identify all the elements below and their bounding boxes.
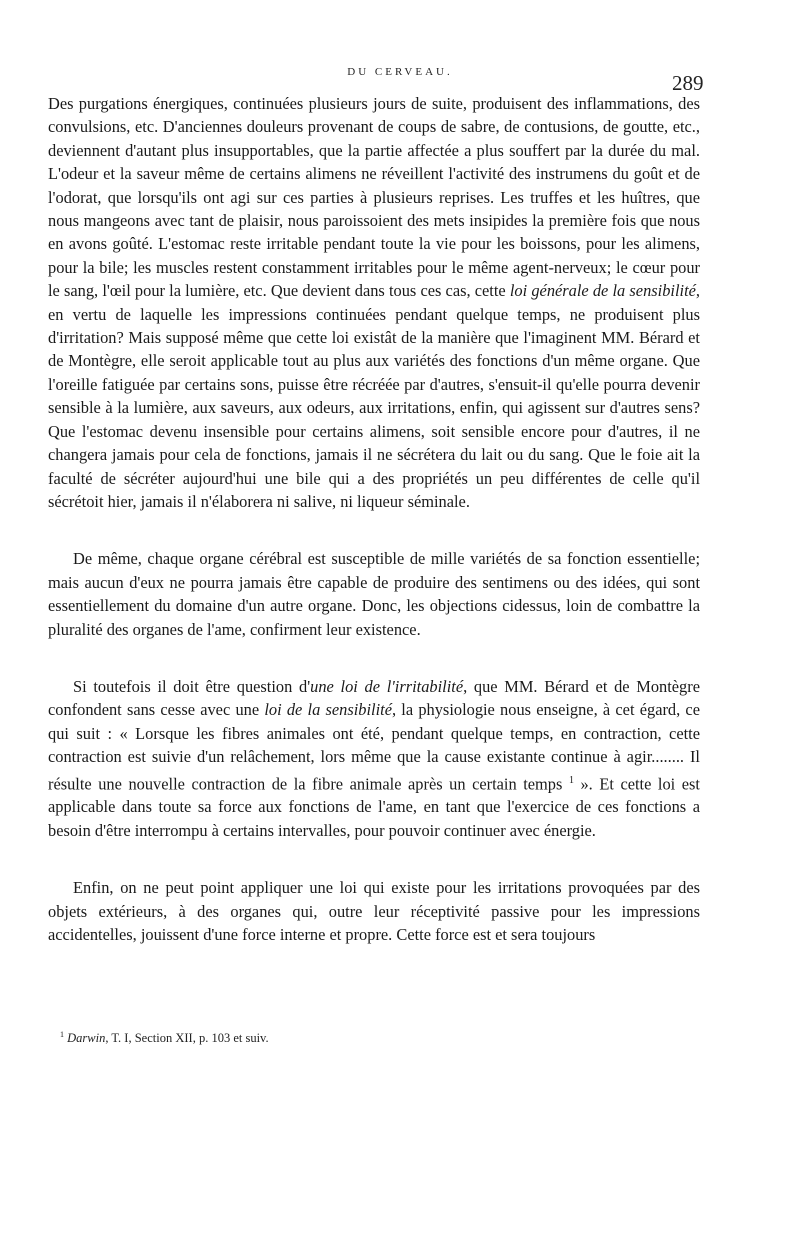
paragraph	[48, 876, 700, 946]
text-run: , que MM. Bérard et de Montègre confondent sans cesse avec une	[48, 676, 700, 720]
text-run: Si toutefois il doit être question d'	[73, 676, 311, 696]
footnote-marker: 1	[60, 1030, 64, 1039]
running-head: DU CERVEAU.	[347, 66, 453, 78]
paragraph	[48, 547, 700, 641]
text-run: Des purgations énergiques, continuées plusieurs jours de suite, produisent des inflammations, des convulsions, etc. D'anciennes douleurs provenant de coups de sabre, de contusions, de goutte, etc., deviennent d'autant plus insupportables, que la partie affectée a plus souffert par la durée du mal. L'odeur et la saveur même de certains alimens ne réveillent l'activité des instrumens du goût et de l'odorat, que lorsqu'ils ont agi sur ces parties à plusieurs reprises. Les truffes et les huîtres, que nous mangeons avec tant de plaisir, nous paroissoient des mets insipides la première fois que nous en avons goûté. L'estomac reste irritable pendant toute la vie pour les boissons, pour les alimens, pour la bile; les muscles restent constamment irritables pour le même agent-nerveux; le cœur pour le sang, l'œil pour la lumière, etc. Que devient dans tous ces cas, cette	[48, 94, 700, 301]
text-run: , la physiologie nous enseigne, à cet égard, ce qui suit : « Lorsque les fibres animales ont été, pendant quelque temps, en contraction, cette contraction est suivie d'un relâchement, lors même que la cause existante continue à agir........ Il résulte une nouvelle contraction de la fibre animale après un certain temps	[48, 700, 700, 794]
page-number: 289	[672, 71, 704, 95]
italic-phrase: loi générale de la sensibilité	[509, 281, 696, 301]
footnote-ref: 1	[568, 774, 574, 786]
text-run: Enfin, on ne peut point appliquer une loi qui existe pour les irritations provoquées par des objets extérieurs, à des organes qui, outre leur réceptivité passive pour les impressions accidentelles, jouissent d'une force interne et propre. Cette force est et sera toujours	[48, 878, 700, 945]
paragraph	[48, 92, 700, 513]
body-text	[48, 92, 700, 946]
italic-phrase: loi de la sensibilité	[264, 700, 392, 720]
italic-phrase: une loi de l'irritabilité	[310, 676, 464, 696]
footnote-author: Darwin	[67, 1031, 106, 1046]
text-run: De même, chaque organe cérébral est susceptible de mille variétés de sa fonction essentielle; mais aucun d'eux ne pourra jamais être capable de produire des sentimens ou des idées, qui sont essentiellement du domaine d'un autre organe. Donc, les objections cidessus, loin de combattre la pluralité des organes de l'ame, confirment leur existence.	[48, 549, 700, 639]
text-run: , en vertu de laquelle les impressions continuées pendant quelque temps, ne produisent plus d'irritation? Mais supposé même que cette loi existât de la manière que l'imaginent MM. Bérard et de Montègre, elle seroit applicable tout au plus aux variétés des fonctions d'un même organe. Que l'oreille fatiguée par certains sons, puisse être récréée par d'autres, s'ensuit-il qu'elle pourra devenir sensible à la lumière, aux saveurs, aux odeurs, aux irritations, enfin, qui agissent sur d'autres sens? Que l'estomac devenu insensible pour certains alimens, soit sensible encore pour d'autres, il ne changera jamais pour cela de fonctions, jamais il ne sécrétera du lait ou du sang. Que le foie ait la faculté de sécréter aujourd'hui une bile qui a des propriétés un peu différentes de celle qu'il sécrétoit hier, jamais il n'élaborera ni salive, ni liqueur séminale.	[48, 281, 701, 511]
footnote	[60, 1030, 269, 1046]
paragraph	[48, 675, 700, 842]
footnote-reference: , T. I, Section XII, p. 103 et suiv.	[105, 1031, 269, 1046]
text-run: ». Et cette loi est applicable dans toute sa force aux fonctions de l'ame, en tant que l'exercice de ces fonctions a besoin d'être interrompu à certains intervalles, pour pouvoir continuer avec énergie.	[48, 774, 700, 840]
